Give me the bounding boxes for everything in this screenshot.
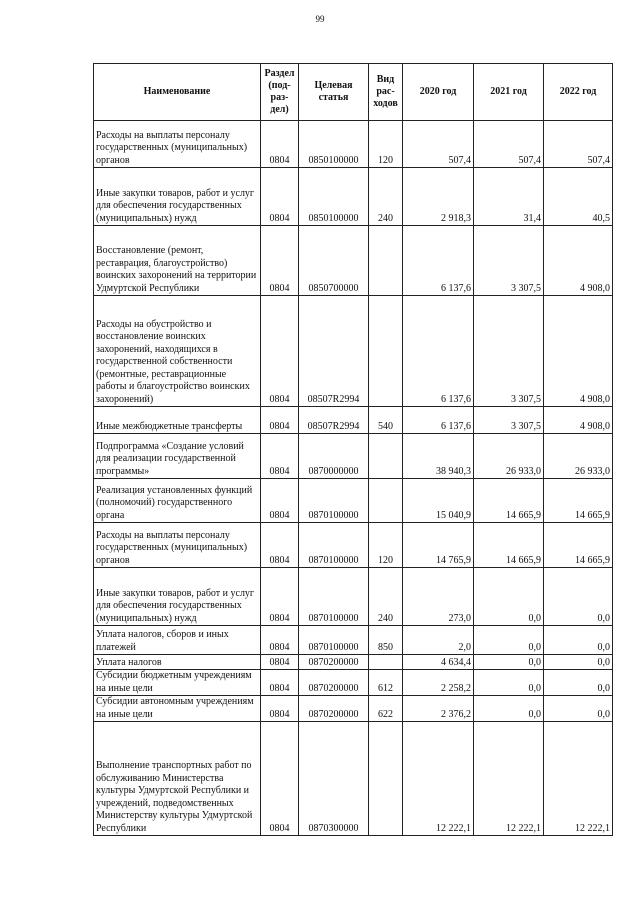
row-2021: 0,0 xyxy=(474,568,544,626)
row-section: 0804 xyxy=(261,523,299,568)
table-row xyxy=(94,523,613,568)
row-2022: 4 908,0 xyxy=(544,296,613,407)
row-section: 0804 xyxy=(261,670,299,696)
row-section: 0804 xyxy=(261,655,299,670)
row-2021: 14 665,9 xyxy=(474,523,544,568)
row-2021: 0,0 xyxy=(474,696,544,722)
row-2022: 12 222,1 xyxy=(544,722,613,836)
table-row xyxy=(94,226,613,296)
row-section: 0804 xyxy=(261,696,299,722)
row-2020: 12 222,1 xyxy=(403,722,474,836)
table-row xyxy=(94,479,613,523)
header-type: Вид рас-ходов xyxy=(369,64,403,121)
table-row xyxy=(94,722,613,836)
row-2020: 273,0 xyxy=(403,568,474,626)
row-name: Уплата налогов xyxy=(94,655,261,670)
row-2021: 12 222,1 xyxy=(474,722,544,836)
row-2022: 26 933,0 xyxy=(544,434,613,479)
row-target: 0870200000 xyxy=(299,655,369,670)
row-type: 612 xyxy=(369,670,403,696)
row-2021: 26 933,0 xyxy=(474,434,544,479)
row-section: 0804 xyxy=(261,168,299,226)
table-row xyxy=(94,670,613,696)
table-row xyxy=(94,168,613,226)
row-type: 622 xyxy=(369,696,403,722)
row-target: 0870300000 xyxy=(299,722,369,836)
row-2020: 6 137,6 xyxy=(403,296,474,407)
row-type xyxy=(369,226,403,296)
row-2020: 6 137,6 xyxy=(403,226,474,296)
row-type xyxy=(369,655,403,670)
row-section: 0804 xyxy=(261,121,299,168)
row-2021: 3 307,5 xyxy=(474,407,544,434)
row-target: 0850100000 xyxy=(299,121,369,168)
row-section: 0804 xyxy=(261,479,299,523)
row-name: Расходы на выплаты персоналу государственных (муниципальных) органов xyxy=(94,523,261,568)
row-target: 08507R2994 xyxy=(299,296,369,407)
row-type: 240 xyxy=(369,568,403,626)
row-target: 0870100000 xyxy=(299,568,369,626)
row-name: Иные закупки товаров, работ и услуг для обеспечения государственных (муниципальных) нужд xyxy=(94,568,261,626)
row-type: 120 xyxy=(369,121,403,168)
row-2022: 40,5 xyxy=(544,168,613,226)
row-2022: 14 665,9 xyxy=(544,523,613,568)
row-target: 0870100000 xyxy=(299,626,369,655)
row-section: 0804 xyxy=(261,722,299,836)
row-section: 0804 xyxy=(261,626,299,655)
row-type xyxy=(369,722,403,836)
row-2022: 0,0 xyxy=(544,655,613,670)
row-name: Расходы на выплаты персоналу государственных (муниципальных) органов xyxy=(94,121,261,168)
row-2020: 4 634,4 xyxy=(403,655,474,670)
row-2022: 0,0 xyxy=(544,696,613,722)
row-2020: 14 765,9 xyxy=(403,523,474,568)
page-number: 99 xyxy=(315,14,325,24)
row-2020: 38 940,3 xyxy=(403,434,474,479)
row-2021: 3 307,5 xyxy=(474,226,544,296)
table-row xyxy=(94,121,613,168)
row-target: 0850700000 xyxy=(299,226,369,296)
row-name: Субсидии бюджетным учреждениям на иные цели xyxy=(94,670,261,696)
row-2020: 2 258,2 xyxy=(403,670,474,696)
row-2020: 2 376,2 xyxy=(403,696,474,722)
row-type xyxy=(369,479,403,523)
row-2021: 3 307,5 xyxy=(474,296,544,407)
row-name: Подпрограмма «Создание условий для реализации государственной программы» xyxy=(94,434,261,479)
row-2022: 0,0 xyxy=(544,568,613,626)
budget-table xyxy=(93,63,613,836)
header-target: Целевая статья xyxy=(299,64,369,121)
row-type: 240 xyxy=(369,168,403,226)
row-name: Расходы на обустройство и восстановление воинских захоронений, находящихся в государственной собственности (ремонтные, реставрационные работы и благоустройство воинских захоронений) xyxy=(94,296,261,407)
row-section: 0804 xyxy=(261,568,299,626)
row-2022: 0,0 xyxy=(544,670,613,696)
row-target: 0870000000 xyxy=(299,434,369,479)
row-section: 0804 xyxy=(261,296,299,407)
header-2021: 2021 год xyxy=(474,64,544,121)
row-type xyxy=(369,434,403,479)
table-row xyxy=(94,655,613,670)
row-2022: 0,0 xyxy=(544,626,613,655)
row-target: 08507R2994 xyxy=(299,407,369,434)
row-2020: 15 040,9 xyxy=(403,479,474,523)
row-name: Реализация установленных функций (полномочий) государственного органа xyxy=(94,479,261,523)
header-2022: 2022 год xyxy=(544,64,613,121)
table-row xyxy=(94,407,613,434)
row-type: 850 xyxy=(369,626,403,655)
table-row xyxy=(94,626,613,655)
table-row xyxy=(94,296,613,407)
row-2022: 4 908,0 xyxy=(544,407,613,434)
row-2021: 0,0 xyxy=(474,655,544,670)
table-row xyxy=(94,568,613,626)
row-2021: 507,4 xyxy=(474,121,544,168)
row-2021: 31,4 xyxy=(474,168,544,226)
row-name: Субсидии автономным учреждениям на иные цели xyxy=(94,696,261,722)
header-section: Раздел (под-раз-дел) xyxy=(261,64,299,121)
row-2022: 4 908,0 xyxy=(544,226,613,296)
row-name: Выполнение транспортных работ по обслуживанию Министерства культуры Удмуртской Республики и учреждений, подведомственных Министерству культуры Удмуртской Республики xyxy=(94,722,261,836)
header-2020: 2020 год xyxy=(403,64,474,121)
row-type xyxy=(369,296,403,407)
row-section: 0804 xyxy=(261,226,299,296)
row-2021: 0,0 xyxy=(474,626,544,655)
row-target: 0870100000 xyxy=(299,523,369,568)
row-2022: 507,4 xyxy=(544,121,613,168)
row-name: Иные закупки товаров, работ и услуг для обеспечения государственных (муниципальных) нужд xyxy=(94,168,261,226)
row-name: Иные межбюджетные трансферты xyxy=(94,407,261,434)
header-name: Наименование xyxy=(94,64,261,121)
row-target: 0870200000 xyxy=(299,696,369,722)
row-target: 0850100000 xyxy=(299,168,369,226)
row-section: 0804 xyxy=(261,407,299,434)
table-header-row xyxy=(94,64,613,121)
row-target: 0870100000 xyxy=(299,479,369,523)
row-2021: 14 665,9 xyxy=(474,479,544,523)
row-2020: 6 137,6 xyxy=(403,407,474,434)
row-type: 120 xyxy=(369,523,403,568)
row-name: Восстановление (ремонт, реставрация, благоустройство) воинских захоронений на территории Удмуртской Республики xyxy=(94,226,261,296)
row-2022: 14 665,9 xyxy=(544,479,613,523)
row-2020: 2 918,3 xyxy=(403,168,474,226)
row-2020: 2,0 xyxy=(403,626,474,655)
row-name: Уплата налогов, сборов и иных платежей xyxy=(94,626,261,655)
row-type: 540 xyxy=(369,407,403,434)
table-row xyxy=(94,696,613,722)
row-2021: 0,0 xyxy=(474,670,544,696)
row-2020: 507,4 xyxy=(403,121,474,168)
row-target: 0870200000 xyxy=(299,670,369,696)
table-row xyxy=(94,434,613,479)
row-section: 0804 xyxy=(261,434,299,479)
